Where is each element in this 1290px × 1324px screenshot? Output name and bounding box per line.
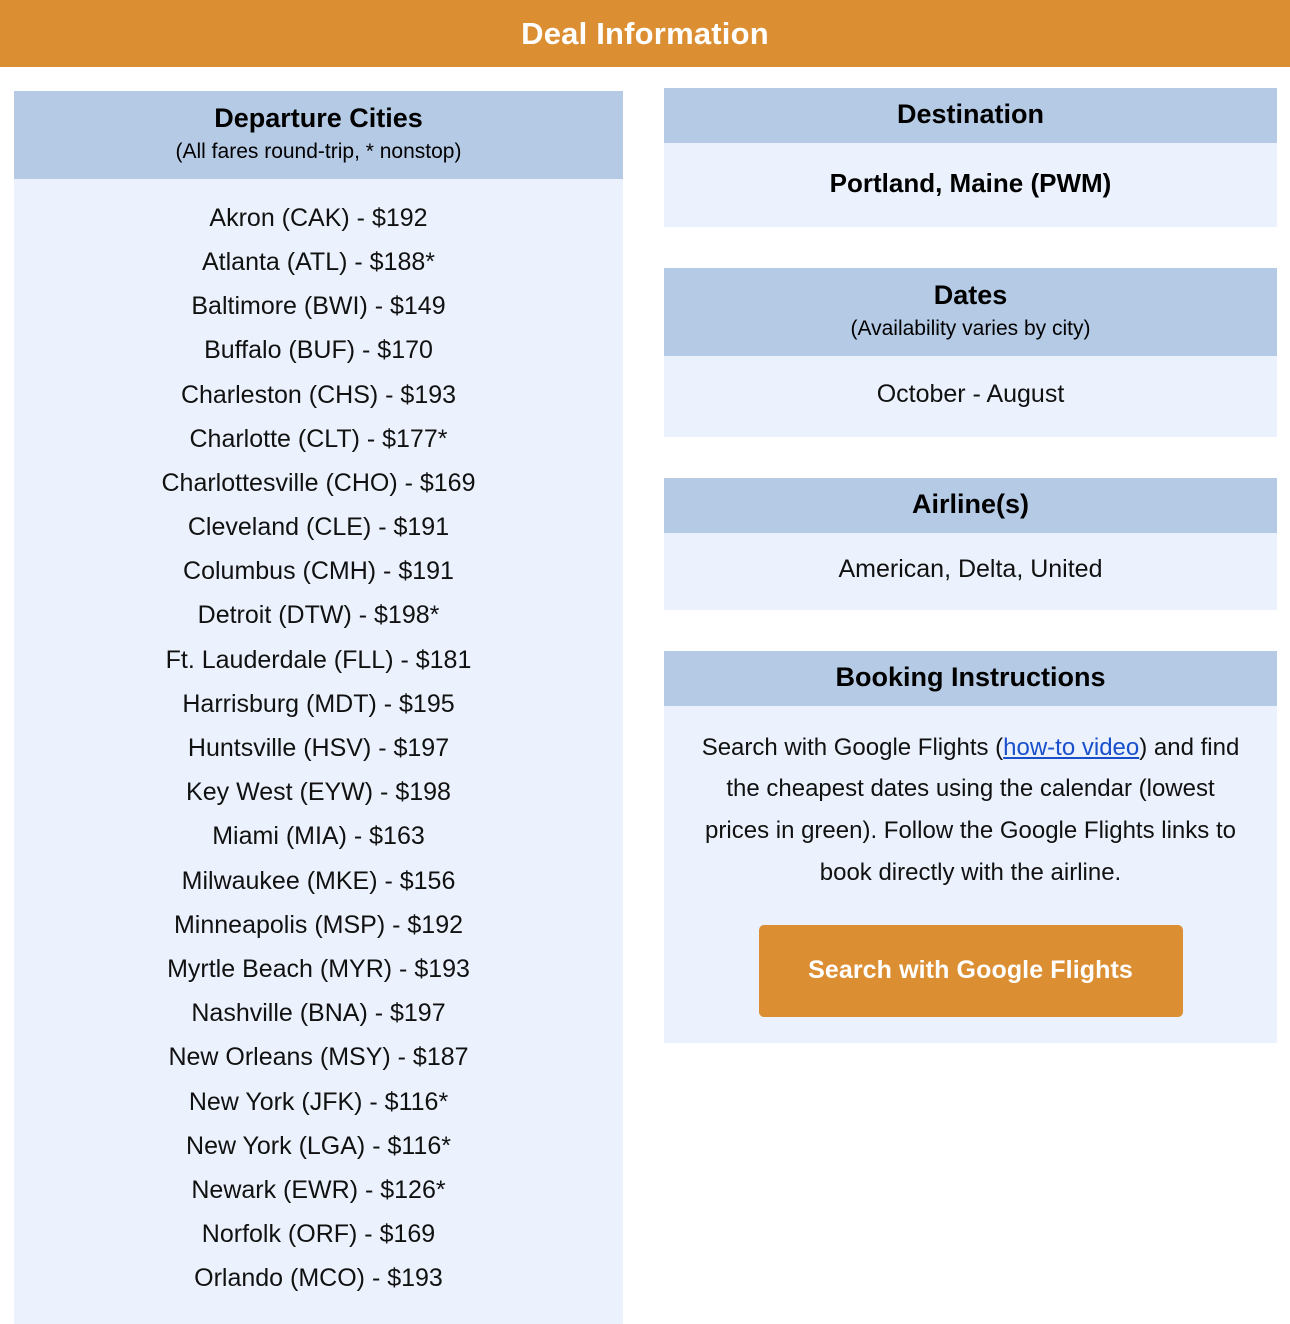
departure-city-row: Key West (EYW) - $198 [186,778,451,807]
departure-city-row: Orlando (MCO) - $193 [194,1264,443,1293]
booking-instructions-text [692,727,1249,894]
departure-city-row: Atlanta (ATL) - $188* [202,247,435,276]
departure-city-row: Cleveland (CLE) - $191 [187,513,450,542]
departure-cities-header [14,91,623,179]
departure-city-row: Baltimore (BWI) - $149 [191,292,446,321]
destination-body [664,143,1277,227]
booking-text-after-link: ) and find the cheapest dates using the calendar (lowest prices in green). Follow the Google Flights links to book directly with the airline. [705,733,1240,886]
departure-city-row: New York (JFK) - $116* [188,1087,449,1116]
airlines-body [664,533,1277,610]
left-column [14,91,623,1324]
departure-city-row: Milwaukee (MKE) - $156 [181,866,456,895]
departure-city-row: Charlottesville (CHO) - $169 [161,468,476,497]
booking-instructions-header [664,651,1277,706]
departure-city-row: Akron (CAK) - $192 [209,203,428,232]
booking-instructions-panel [664,651,1277,1043]
destination-panel [664,88,1277,227]
dates-header [664,268,1277,356]
departure-city-row: Buffalo (BUF) - $170 [204,336,433,365]
departure-city-row: Detroit (DTW) - $198* [197,601,440,630]
departure-city-row: New Orleans (MSY) - $187 [168,1043,469,1072]
departure-city-row: Norfolk (ORF) - $169 [201,1220,436,1249]
departure-cities-list [14,179,623,1324]
departure-city-row: Charlotte (CLT) - $177* [189,424,448,453]
booking-instructions-title: Booking Instructions [835,661,1106,692]
departure-city-row: Huntsville (HSV) - $197 [187,734,450,762]
airlines-title: Airline(s) [911,489,1030,520]
dates-subtitle: (Availability varies by city) [850,316,1091,340]
booking-instructions-body [664,706,1277,1043]
departure-city-row: Myrtle Beach (MYR) - $193 [167,954,470,983]
how-to-video-link[interactable]: how-to video [1003,733,1140,761]
departure-city-row: Miami (MIA) - $163 [212,822,425,851]
dates-body [664,356,1277,437]
booking-text-before-link: Search with Google Flights ( [701,733,1004,761]
dates-value: October - August [876,380,1065,409]
dates-title: Dates [933,279,1008,310]
page-header-bar [0,0,1290,67]
airlines-value: American, Delta, United [838,554,1103,583]
departure-cities-subtitle: (All fares round-trip, * nonstop) [175,139,462,163]
search-with-google-flights-button[interactable]: Search with Google Flights [759,925,1183,1017]
departure-city-row: New York (LGA) - $116* [186,1131,451,1160]
airlines-header [664,478,1277,533]
departure-city-row: Ft. Lauderdale (FLL) - $181 [165,645,472,674]
dates-panel [664,268,1277,437]
departure-city-row: Newark (EWR) - $126* [191,1175,446,1204]
destination-header [664,88,1277,143]
destination-value: Portland, Maine (PWM) [829,167,1112,198]
departure-city-row: Minneapolis (MSP) - $192 [173,910,463,939]
departure-city-row: Columbus (CMH) - $191 [183,557,454,586]
airlines-panel [664,478,1277,610]
departure-cities-panel [14,91,623,1324]
destination-title: Destination [896,99,1044,129]
page-title: Deal Information [521,15,769,51]
cta-container [692,925,1249,1017]
right-column [664,88,1277,1043]
departure-city-row: Harrisburg (MDT) - $195 [182,689,455,718]
departure-city-row: Charleston (CHS) - $193 [180,380,457,409]
departure-cities-title: Departure Cities [214,103,423,133]
departure-city-row: Nashville (BNA) - $197 [191,999,446,1028]
